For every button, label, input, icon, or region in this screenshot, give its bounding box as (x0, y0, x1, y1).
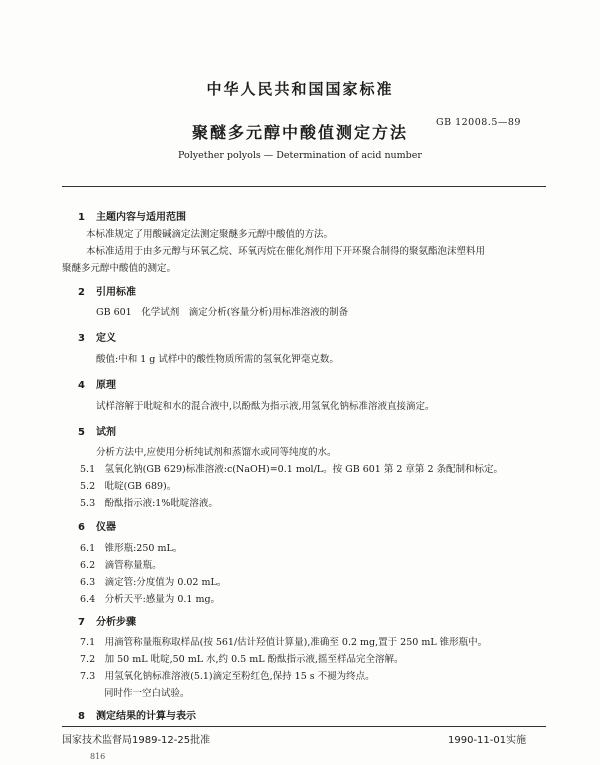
standard-number: GB 12008.5—89 (436, 117, 521, 128)
section-number: 5 (78, 427, 85, 438)
implementation-date: 1990-11-01实施 (448, 735, 527, 746)
section-1-line-1: 本标准规定了用酸碱滴定法测定聚醚多元醇中酸值的方法。 (86, 229, 334, 240)
section-title: 主题内容与适用范围 (96, 212, 186, 223)
section-number: 8 (78, 711, 85, 722)
section-6-line-2: 6.2 滴管称量瓶。 (80, 560, 162, 571)
section-5-line-4: 5.3 酚酞指示液:1%吡啶溶液。 (80, 498, 218, 509)
section-title: 试剂 (96, 427, 116, 438)
section-6-heading (78, 518, 116, 533)
section-1-heading (78, 208, 186, 223)
section-title: 分析步骤 (96, 617, 136, 628)
approval-date: 国家技术监督局1989-12-25批准 (62, 735, 211, 746)
section-5-line-1: 分析方法中,应使用分析纯试剂和蒸馏水或同等纯度的水。 (96, 447, 337, 458)
section-5-line-2: 5.1 氢氧化钠(GB 629)标准溶液:c(NaOH)=0.1 mol/L。按 GB 601 第 2 章第 2 条配制和标定。 (80, 464, 504, 475)
section-6-line-4: 6.4 分析天平:感量为 0.1 mg。 (80, 594, 221, 605)
section-title: 仪器 (96, 522, 116, 533)
section-7-line-2: 7.2 加 50 mL 吡啶,50 mL 水,约 0.5 mL 酚酞指示液,摇至样品完全溶解。 (80, 654, 404, 665)
section-7-line-3: 7.3 用氢氧化钠标准溶液(5.1)滴定至粉红色,保持 15 s 不褪为终点。 (80, 671, 375, 682)
section-2-line-1: GB 601 化学试剂 滴定分析(容量分析)用标准溶液的制备 (96, 307, 349, 318)
page-number: 816 (90, 752, 106, 761)
document-title-zh: 聚醚多元醇中酸值测定方法 (191, 123, 408, 142)
section-1-line-3: 聚醚多元醇中酸值的测定。 (62, 263, 177, 274)
section-number: 7 (78, 617, 85, 628)
section-1-line-2: 本标准适用于由多元醇与环氧乙烷、环氧丙烷在催化剂作用下开环聚合制得的聚氨酯泡沫塑料用 (86, 246, 486, 257)
header-divider (62, 186, 546, 187)
country-heading: 中华人民共和国国家标准 (206, 80, 394, 98)
section-number: 3 (78, 333, 85, 344)
section-5-line-3: 5.2 吡啶(GB 689)。 (80, 481, 177, 492)
footer-divider (62, 726, 546, 727)
section-title: 引用标准 (96, 287, 136, 298)
section-number: 4 (78, 380, 85, 391)
section-7-line-1: 7.1 用滴管称量瓶称取样品(按 561/估计羟值计算量),准确至 0.2 mg,置于 250 mL 锥形瓶中。 (80, 637, 488, 648)
section-3-line-1: 酸值:中和 1 g 试样中的酸性物质所需的氢氧化钾毫克数。 (96, 354, 339, 365)
section-title: 测定结果的计算与表示 (96, 711, 196, 722)
section-3-heading (78, 329, 116, 344)
section-6-line-1: 6.1 锥形瓶:250 mL。 (80, 543, 183, 554)
section-4-heading (78, 376, 116, 391)
document-title-en: Polyether polyols — Determination of acid number (178, 150, 422, 161)
section-title: 定义 (96, 333, 116, 344)
section-8-heading (78, 707, 196, 722)
section-7-line-4: 同时作一空白试验。 (104, 688, 190, 699)
section-6-line-3: 6.3 滴定管:分度值为 0.02 mL。 (80, 577, 227, 588)
section-title: 原理 (96, 380, 116, 391)
section-number: 6 (78, 522, 85, 533)
section-number: 1 (78, 212, 85, 223)
section-5-heading (78, 423, 116, 438)
section-number: 2 (78, 287, 85, 298)
section-2-heading (78, 283, 136, 298)
section-4-line-1: 试样溶解于吡啶和水的混合液中,以酚酞为指示液,用氢氧化钠标准溶液直接滴定。 (96, 401, 435, 412)
section-7-heading (78, 613, 136, 628)
